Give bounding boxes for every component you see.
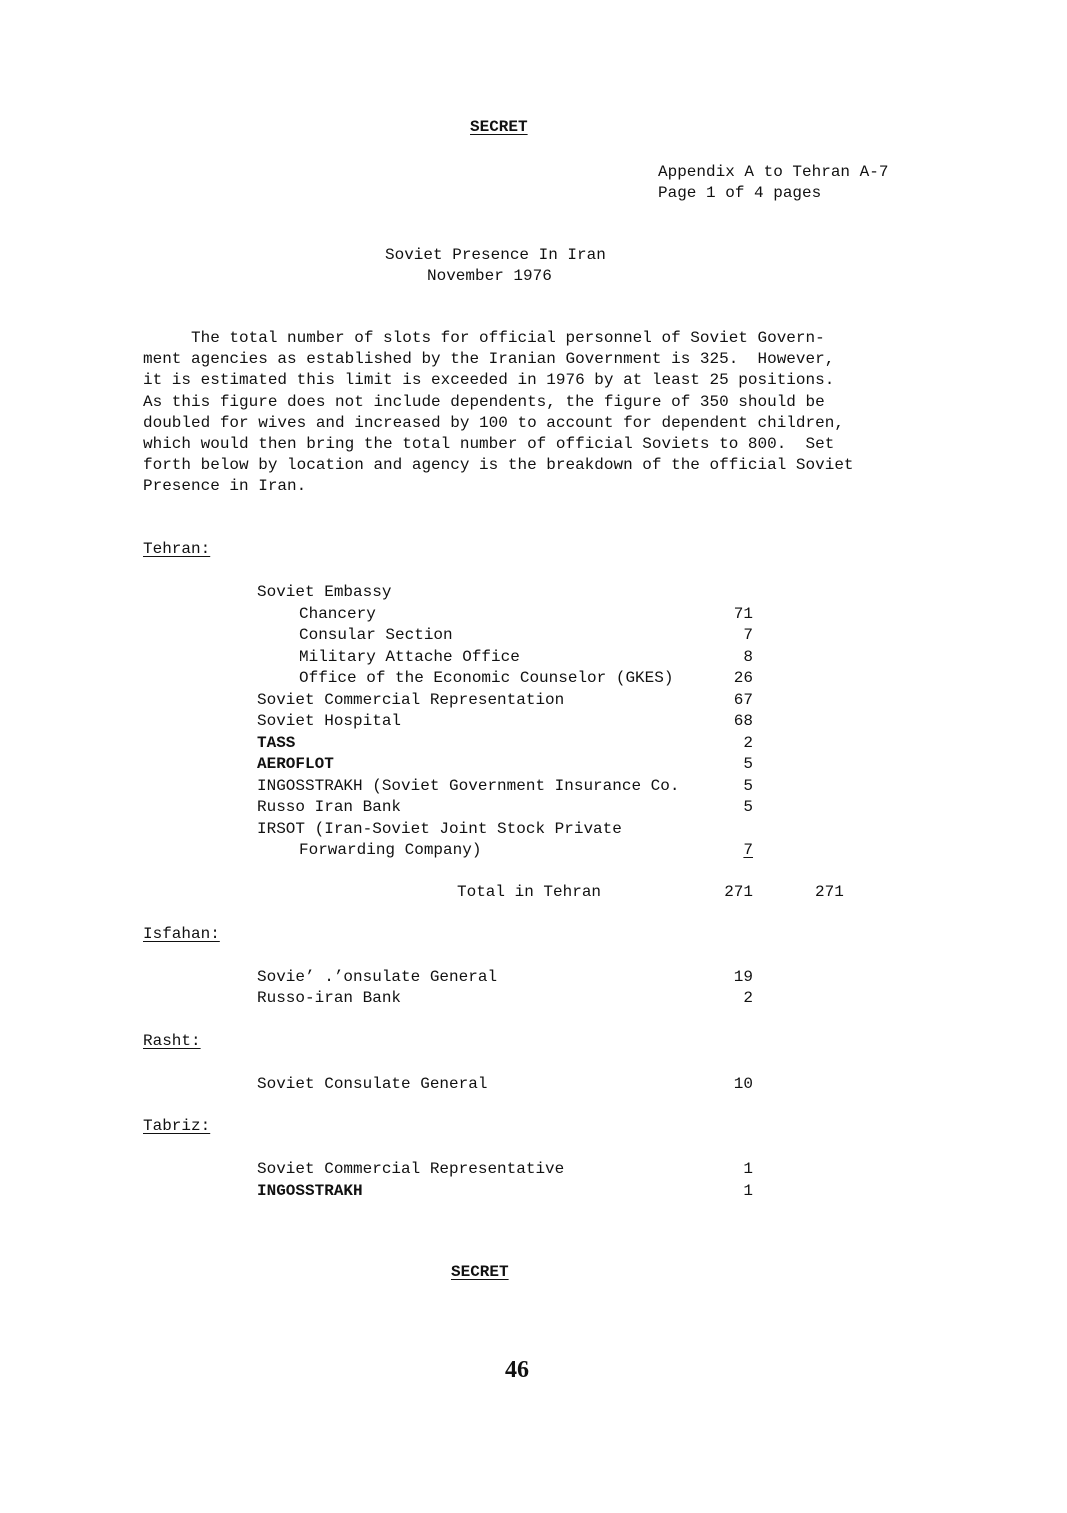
tehran-total-label: Total in Tehran [457,883,602,901]
rasht-row-label: Soviet Consulate General [257,1075,488,1093]
doc-date: November 1976 [427,267,552,285]
tabriz-heading: Tabriz: [143,1117,211,1135]
tabriz-row-label: INGOSSTRAKH [257,1182,363,1200]
tehran-row-value: 2 [743,734,753,752]
tehran-row-value: 67 [733,691,753,709]
tehran-row-value: 8 [743,648,753,666]
paragraph-line: ment agencies as established by the Iranian Government is 325. However, [143,350,835,369]
paragraph-line: As this figure does not include dependents, the figure of 350 should be [143,392,825,411]
tehran-row-label: Military Attache Office [299,648,520,666]
paragraph-line: which would then bring the total number of official Soviets to 800. Set [143,435,835,454]
tabriz-row-value: 1 [743,1160,753,1178]
isfahan-row-value: 2 [743,989,753,1007]
paragraph-line: Presence in Iran. [143,477,307,496]
isfahan-heading: Isfahan: [143,925,220,943]
tehran-row-value: 71 [733,605,753,623]
tehran-total-running: 271 [815,883,844,901]
tehran-row-label: Chancery [299,605,376,623]
tehran-heading: Tehran: [143,540,211,558]
page-number: 46 [505,1357,529,1383]
rasht-heading: Rasht: [143,1032,201,1050]
tehran-row-value: 7 [743,626,753,644]
appendix-line2: Page 1 of 4 pages [658,184,822,202]
tehran-row-label: TASS [257,734,296,752]
tehran-row-label: Office of the Economic Counselor (GKES) [299,669,674,687]
tehran-row-label: Forwarding Company) [299,841,482,859]
isfahan-row-value: 19 [733,968,753,986]
tehran-total-value: 271 [724,883,753,901]
footer-classification: SECRET [451,1263,509,1281]
tehran-row-label: Russo Iran Bank [257,798,402,816]
tehran-row-value: 68 [733,712,753,730]
tehran-row-value: 26 [733,669,753,687]
tehran-row-label: Consular Section [299,626,453,644]
paragraph-line: it is estimated this limit is exceeded in 1976 by at least 25 positions. [143,371,835,390]
embassy-label: Soviet Embassy [257,583,392,601]
isfahan-row-label: Russo-iran Bank [257,989,402,1007]
tehran-row-value: 5 [743,777,753,795]
tehran-row-label: AEROFLOT [257,755,334,773]
paragraph-line: forth below by location and agency is the breakdown of the official Soviet [143,456,854,475]
tehran-row-label: IRSOT (Iran-Soviet Joint Stock Private [257,820,622,838]
doc-title: Soviet Presence In Iran [385,246,606,264]
tehran-row-value: 5 [743,755,753,773]
tabriz-row-value: 1 [743,1182,753,1200]
paragraph-line: doubled for wives and increased by 100 to account for dependent children, [143,413,844,432]
appendix-line1: Appendix A to Tehran A-7 [658,163,889,181]
isfahan-row-label: Sovie’ .’onsulate General [257,968,498,986]
rasht-row-value: 10 [733,1075,753,1093]
tehran-row-value: 5 [743,798,753,816]
tehran-row-label: Soviet Commercial Representation [257,691,565,709]
tehran-row-label: Soviet Hospital [257,712,402,730]
tehran-row-label: INGOSSTRAKH (Soviet Government Insurance Co. [257,777,680,795]
intro-paragraph [143,328,933,498]
paragraph-line: The total number of slots for official personnel of Soviet Govern- [143,329,825,347]
tehran-row-value: 7 [743,841,753,859]
header-classification: SECRET [470,118,528,136]
tabriz-row-label: Soviet Commercial Representative [257,1160,565,1178]
